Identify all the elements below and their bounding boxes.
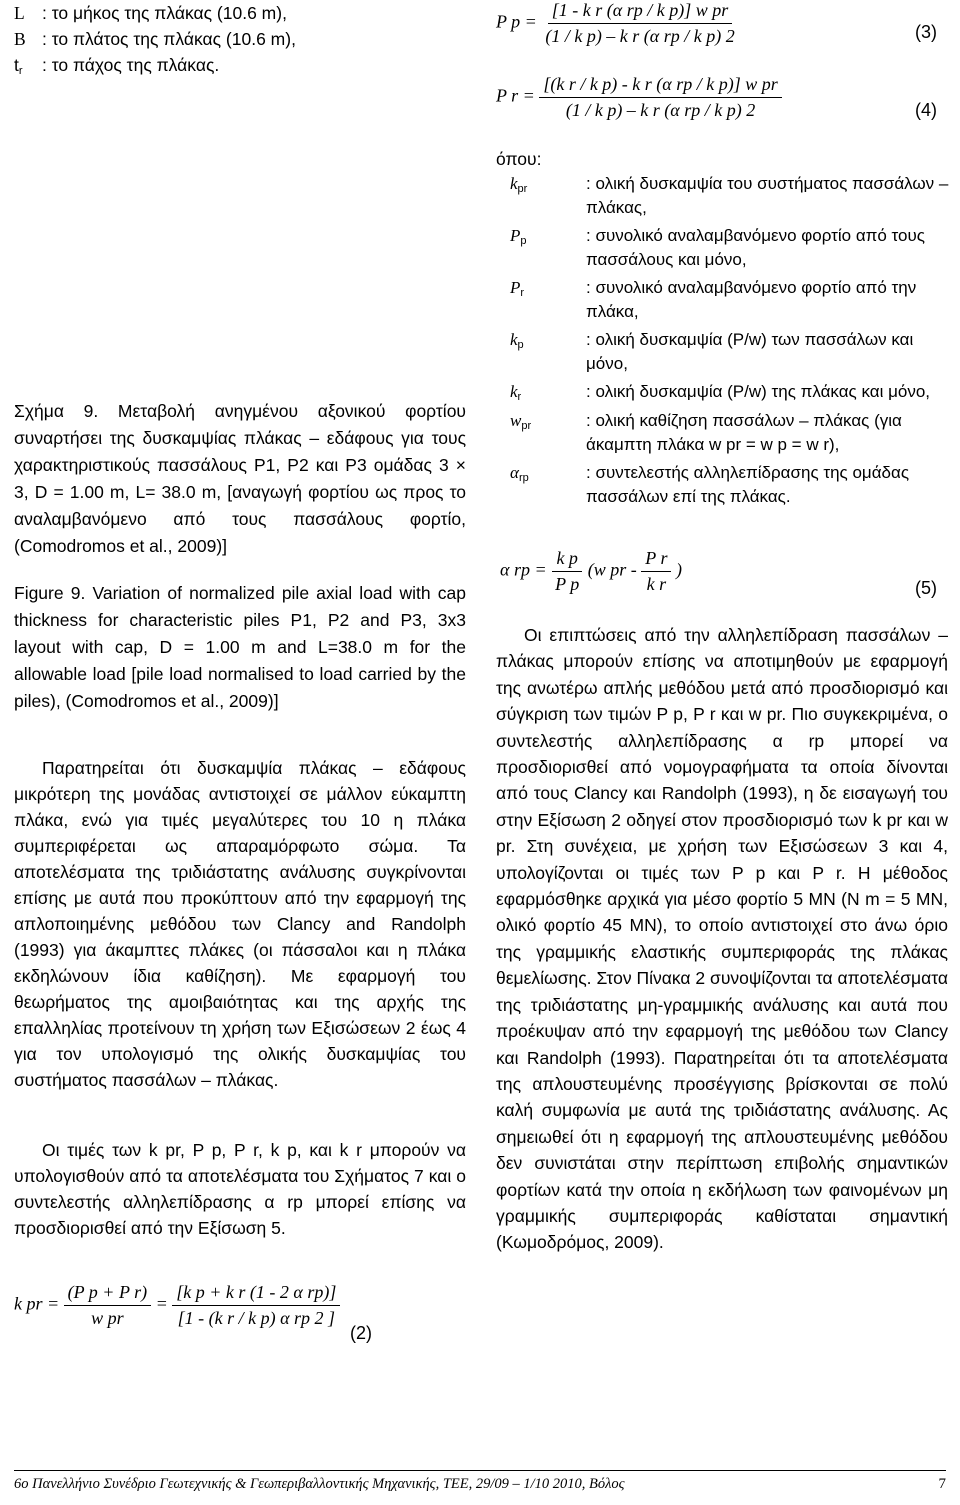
- def-text-wpr: : ολική καθίζηση πασσάλων – πλάκας (για άκαμπτη πλάκα w pr = w p = w r),: [586, 411, 902, 454]
- definitions-list: [510, 172, 950, 509]
- eq5-den-1: P p: [555, 574, 580, 594]
- def-text-pr: : συνολικό αναλαμβανόμενο φορτίο από την πλάκα,: [586, 278, 917, 321]
- def-symbol-L: L: [14, 3, 25, 23]
- eq2-num-1: (P p + P r): [64, 1282, 151, 1306]
- eq5-lhs: α rp =: [500, 559, 547, 580]
- eq4-fraction: [539, 74, 781, 121]
- eq5-num-2: P r: [641, 548, 671, 572]
- eq3-label: (3): [915, 22, 937, 42]
- def-symbol-kp: $k_p$: [510, 330, 524, 351]
- eq3-num: [1 - k r (α rp / k p)] w pr: [548, 0, 732, 24]
- equation-2: k pr = $\frac{\text{(P p + P r)}}{\text{w pr}}$ = $\frac{\text{[k p + k r (1 - 2 α rp)]}}{\text{[1 - (k r / k p) α rp 2 ]}}$: [14, 1282, 464, 1329]
- eq5-label: (5): [915, 578, 937, 598]
- eq4-num: [(k r / k p) - k r (α rp / k p)] w pr: [539, 74, 781, 98]
- right-paragraph-1: Οι επιπτώσεις από την αλληλεπίδραση πασσάλων – πλάκας μπορούν επίσης να αποτιμηθούν με εφαρμογή της ανωτέρω απλής μεθόδου μετά από προσδιορισμό και σύγκριση των τιμών P p, P r και w pr. Πιο συγκεκριμένα, ο συντελεστής αλληλεπίδρασης α rp μπορεί να προσδιορισθεί από νομογραφήματα τα οποία δίνονται από τους Clancy και Randolph (1993), η δε εισαγωγή του στην Εξίσωση 2 οδηγεί στον προσδιορισμό των k pr και w pr. Στη συνέχεια, με χρήση των Εξισώσεων 3 και 4, υπολογίζονται οι τιμές των P p και P r. Η μέθοδος εφαρμόσθηκε αρχικά για μέσο φορτίο 5 MN (N m = 5 MN, ολικό φορτίο 45 MN), το οποίο αντιστοιχεί στο άνω όριο της γραμμικής ελαστικής συμπεριφοράς της πλάκας θεμελίωσης. Στον Πίνακα 2 συνοψίζονται τα αποτελέσματα της τριδιάστατης μη-γραμμικής ανάλυσης και αυτά που προέκυψαν από την εφαρμογή της μεθόδου των Clancy και Randolph (1993). Παρατηρείται ότι τα αποτελέσματα της απλουστευμένης προσέγγισης βρίσκονται σε πολύ καλή συμφωνία με αυτά της τριδιάστατης ανάλυσης. Ας σημειωθεί ότι η εφαρμογή της απλουστευμένης μεθόδου δεν συνιστάται στην περίπτωση επιβολής σημαντικών φορτίων κατά την οποία η εκδήλωση των φαινομένων μη γραμμικής συμπεριφοράς καθίσταται σημαντική (Κωμοδρόμος, 2009).: [496, 625, 948, 1253]
- eq2-lhs: k pr =: [14, 1293, 60, 1314]
- eq3-lhs: P p =: [496, 11, 537, 32]
- eq5-fraction-2: [641, 548, 671, 595]
- def-text-arp: : συντελεστής αλληλεπίδρασης της ομάδας πασσάλων επί της πλάκας.: [586, 463, 910, 506]
- def-text-kr: : ολική δυσκαμψία (P/w) της πλάκας και μόνο,: [586, 382, 931, 401]
- eq3-den: (1 / k p) – k r (α rp / k p) 2: [545, 26, 735, 46]
- eq3-fraction: [541, 0, 738, 47]
- def-symbol-pp: $P_p$: [510, 226, 527, 247]
- def-symbol-tr: $t_r$: [14, 55, 23, 77]
- eq2-den-2: [1 - (k r / k p) α rp 2 ]: [177, 1308, 336, 1328]
- left-paragraph-2: Οι τιμές των k pr, P p, P r, k p, και k r μπορούν να υπολογισθούν από τα αποτελέσματα του Σχήματος 7 και ο συντελεστής αλληλεπίδρασης α rp μπορεί επίσης να προσδιορισθεί από την Εξίσωση 5.: [14, 1140, 466, 1238]
- def-symbol-kpr: $k_{pr}$: [510, 174, 528, 195]
- eq2-fraction-1: [64, 1282, 151, 1329]
- eq5-den-2: k r: [646, 574, 667, 594]
- def-symbol-kr: $k_r$: [510, 382, 522, 403]
- equation-3: [496, 0, 856, 47]
- eq4-label: (4): [915, 100, 937, 120]
- figure-caption-english: Figure 9. Variation of normalized pile axial load with cap thickness for characteristic piles P1, P2 and P3, 3x3 layout with cap, D = 1.00 m and L=38.0 m for the allowable load [pile load normalised to load carried by the piles), (Comodromos et al., 2009)]: [14, 583, 466, 711]
- def-symbol-arp: $\alpha_{rp}$: [510, 463, 529, 484]
- eq4-den: (1 / k p) – k r (α rp / k p) 2: [565, 100, 756, 120]
- eq5-mid: (w pr -: [587, 559, 637, 580]
- def-text-tr: : το πάχος της πλάκας.: [42, 55, 220, 75]
- eq5-num-1: k p: [552, 548, 582, 572]
- def-text-pp: : συνολικό αναλαμβανόμενο φορτίο από τους πασσάλους και μόνο,: [586, 226, 925, 269]
- left-paragraph-1: Παρατηρείται ότι δυσκαμψία πλάκας – εδάφους μικρότερη της μονάδας αντιστοιχεί σε μάλλον εύκαμπτη πλάκα, ενώ για τιμές μεγαλύτερες του 10 η πλάκα συμπεριφέρεται ως απαραμόρφωτο σώμα. Τα αποτελέσματα της τριδιάστατης ανάλυσης συγκρίνονται επίσης με αυτά που προκύπτουν από την εφαρμογή της απλοποιημένης μεθόδου των Clancy and Randolph (1993) για άκαμπτες πλάκες (οι πάσσαλοι και η πλάκα εκδηλώνουν ίδια καθίζηση). Με εφαρμογή του θεωρήματος της αμοιβαιότητας και της αρχής της επαλληλίας προτείνουν τη χρήση των Εξισώσεων 2 έως 4 για τον υπολογισμό της ολικής δυσκαμψίας του συστήματος πασσάλων – πλάκας.: [14, 758, 466, 1090]
- figure-caption-greek: Σχήμα 9. Μεταβολή ανηγμένου αξονικού φορτίου συναρτήσει της δυσκαμψίας πλάκας – εδάφους για τους χαρακτηριστικούς πασσάλους P1, P2 και P3 ομάδας 3 × 3, D = 1.00 m, L= 38.0 m, [αναγωγή φορτίου ως προς το αναλαμβανόμενο από τους πασσάλους φορτίο, (Comodromos et al., 2009)]: [14, 401, 466, 556]
- def-symbol-wpr: $w_{pr}$: [510, 411, 532, 432]
- equation-5: [500, 548, 840, 595]
- eq4-lhs: P r =: [496, 85, 535, 106]
- def-symbol-B: B: [14, 29, 26, 49]
- page-number: 7: [938, 1476, 946, 1492]
- def-symbol-pr: $P_r$: [510, 278, 525, 299]
- eq2-num-2: [k p + k r (1 - 2 α rp)]: [172, 1282, 340, 1306]
- eq5-close: ): [675, 559, 682, 580]
- def-text-kp: : ολική δυσκαμψία (P/w) των πασσάλων και μόνο,: [586, 330, 914, 373]
- def-text-L: : το μήκος της πλάκας (10.6 m),: [42, 3, 287, 23]
- footer-rule: [14, 1470, 946, 1471]
- footer-conference: 6ο Πανελλήνιο Συνέδριο Γεωτεχνικής & Γεωπεριβαλλοντικής Μηχανικής, ΤΕΕ, 29/09 – 1/10 2010, Βόλος: [14, 1476, 625, 1492]
- eq2-fraction-2: [172, 1282, 340, 1329]
- def-text-kpr: : ολική δυσκαμψία του συστήματος πασσάλων – πλάκας,: [586, 174, 949, 217]
- eq2-den-1: w pr: [91, 1308, 124, 1328]
- top-definitions: [14, 0, 466, 84]
- equation-4: [496, 74, 876, 121]
- def-text-B: : το πλάτος της πλάκας (10.6 m),: [42, 29, 296, 49]
- where-label: όπου:: [496, 149, 542, 169]
- eq5-fraction-1: [551, 548, 583, 595]
- eq2-label: (2): [350, 1323, 372, 1343]
